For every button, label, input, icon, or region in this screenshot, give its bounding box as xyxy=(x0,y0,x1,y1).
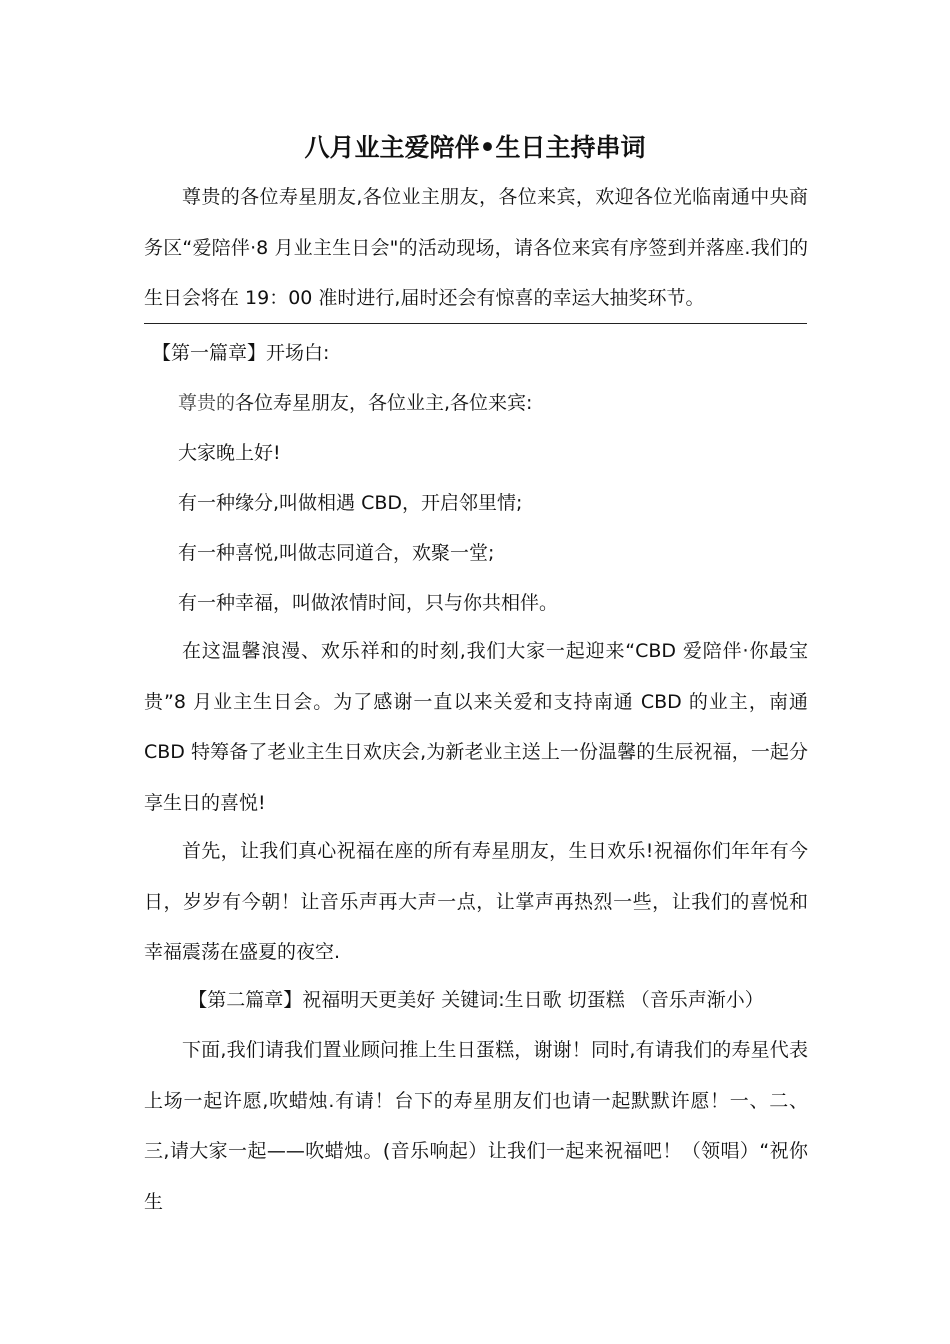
first-paragraph: 首先，让我们真心祝福在座的所有寿星朋友，生日欢乐!祝福你们年年有今日，岁岁有今朝！让音乐声再大声一点，让掌声再热烈一些，让我们的喜悦和幸福震荡在盛夏的夜空. xyxy=(144,840,808,963)
intro-paragraph: 尊贵的各位寿星朋友,各位业主朋友，各位来宾，欢迎各位光临南通中央商务区“爱陪伴·8 月业主生日会"的活动现场，请各位来宾有序签到并落座.我们的生日会将在 19：00 准时进行,届时还会有惊喜的幸运大抽奖环节。 xyxy=(144,186,808,309)
evening-line: 大家晚上好! xyxy=(178,442,281,464)
chapter2-heading: 【第二篇章】祝福明天更美好 关键词:生日歌 切蛋糕 （音乐声渐小） xyxy=(188,989,764,1011)
greeting-line xyxy=(178,378,842,428)
cake-paragraph: 下面,我们请我们置业顾问推上生日蛋糕，谢谢！同时,有请我们的寿星代表上场一起许愿,吹蜡烛.有请！台下的寿星朋友们也请一起默默许愿！一、二、三,请大家一起——吹蜡烛。(音乐响起）让我们一起来祝福吧！（领唱）“祝你生 xyxy=(144,1039,808,1213)
moment-paragraph: 在这温馨浪漫、欢乐祥和的时刻,我们大家一起迎来“CBD 爱陪伴·你最宝贵”8 月业主生日会。为了感谢一直以来关爱和支持南通 CBD 的业主，南通 CBD 特筹备了老业主生日欢庆会,为新老业主送上一份温馨的生辰祝福，一起分享生日的喜悦! xyxy=(144,640,808,814)
fate-line: 有一种缘分,叫做相遇 CBD，开启邻里情; xyxy=(178,492,523,514)
document-title: 八月业主爱陪伴•生日主持串词 xyxy=(304,133,646,162)
greeting-lead: 尊贵的 xyxy=(178,392,236,414)
greeting-rest: 各位寿星朋友，各位业主,各位来宾: xyxy=(235,392,533,414)
joy-line: 有一种喜悦,叫做志同道合，欢聚一堂; xyxy=(178,542,495,564)
horizontal-divider xyxy=(144,323,807,324)
chapter1-heading: 【第一篇章】开场白: xyxy=(152,342,330,364)
happiness-line: 有一种幸福，叫做浓情时间，只与你共相伴。 xyxy=(178,592,559,614)
